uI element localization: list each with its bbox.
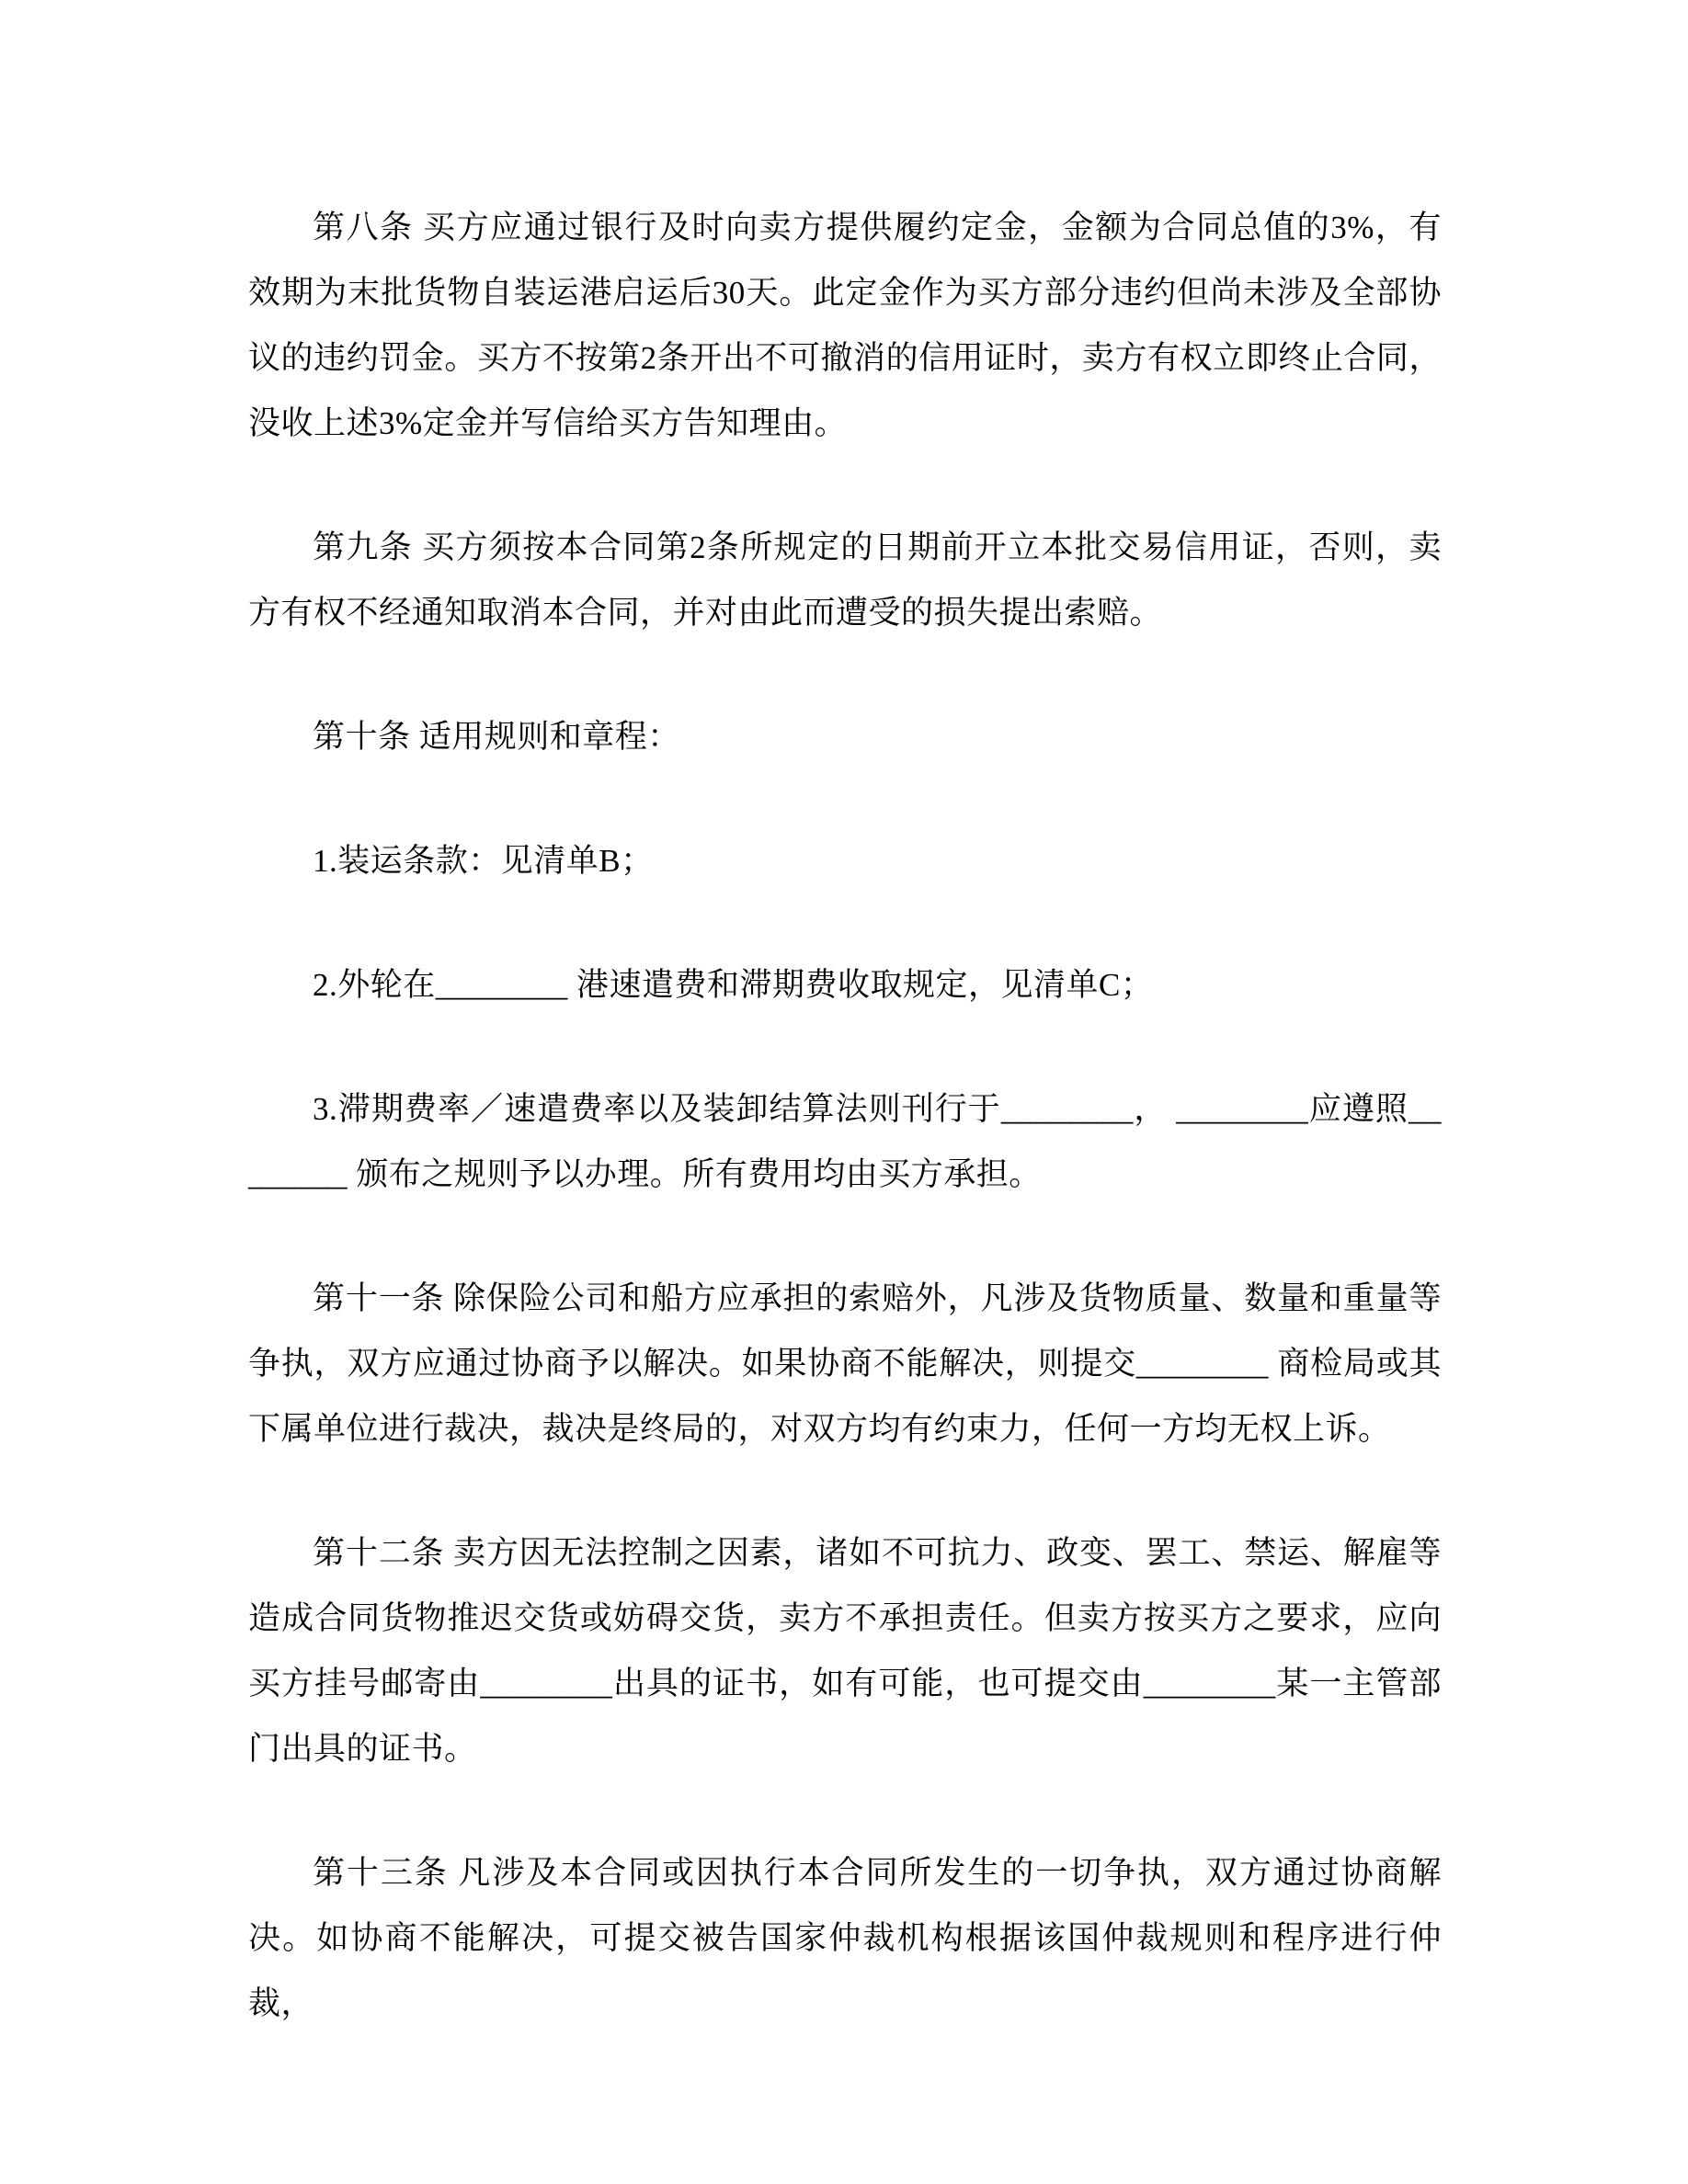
paragraph-article-9: 第九条 买方须按本合同第2条所规定的日期前开立本批交易信用证，否则，卖方有权不经通知取消本合同，并对由此而遭受的损失提出索赔。	[248, 529, 1442, 631]
paragraph-article-10-item-1: 1.装运条款：见清单B；	[313, 843, 654, 879]
paragraph-article-11: 第十一条 除保险公司和船方应承担的索赔外，凡涉及货物质量、数量和重量等争执，双方应通过协商予以解决。如果协商不能解决，则提交________ 商检局或其下属单位进行裁决，裁决是终局的，对双方均有约束力，任何一方均无权上诉。	[248, 1280, 1442, 1447]
paragraph-article-10-item-3: 3.滞期费率／速遣费率以及装卸结算法则刊行于________， ________应遵照________ 颁布之规则予以办理。所有费用均由买方承担。	[248, 1091, 1442, 1192]
paragraph-article-10-heading: 第十条 适用规则和章程：	[313, 719, 680, 755]
paragraph-article-8: 第八条 买方应通过银行及时向卖方提供履约定金，金额为合同总值的3%，有效期为末批货物自装运港启运后30天。此定金作为买方部分违约但尚未涉及全部协议的违约罚金。买方不按第2条开出不可撤消的信用证时，卖方有权立即终止合同，没收上述3%定金并写信给买方告知理由。	[248, 210, 1442, 441]
paragraph-article-13: 第十三条 凡涉及本合同或因执行本合同所发生的一切争执，双方通过协商解决。如协商不能解决，可提交被告国家仲裁机构根据该国仲裁规则和程序进行仲裁，	[248, 1855, 1442, 2021]
paragraph-article-12: 第十二条 卖方因无法控制之因素，诸如不可抗力、政变、罢工、禁运、解雇等造成合同货物推迟交货或妨碍交货，卖方不承担责任。但卖方按买方之要求，应向买方挂号邮寄由________出具的证书，如有可能，也可提交由________某一主管部门出具的证书。	[248, 1535, 1442, 1767]
paragraph-article-10-item-2: 2.外轮在________ 港速遣费和滞期费收取规定，见清单C；	[313, 967, 1154, 1003]
